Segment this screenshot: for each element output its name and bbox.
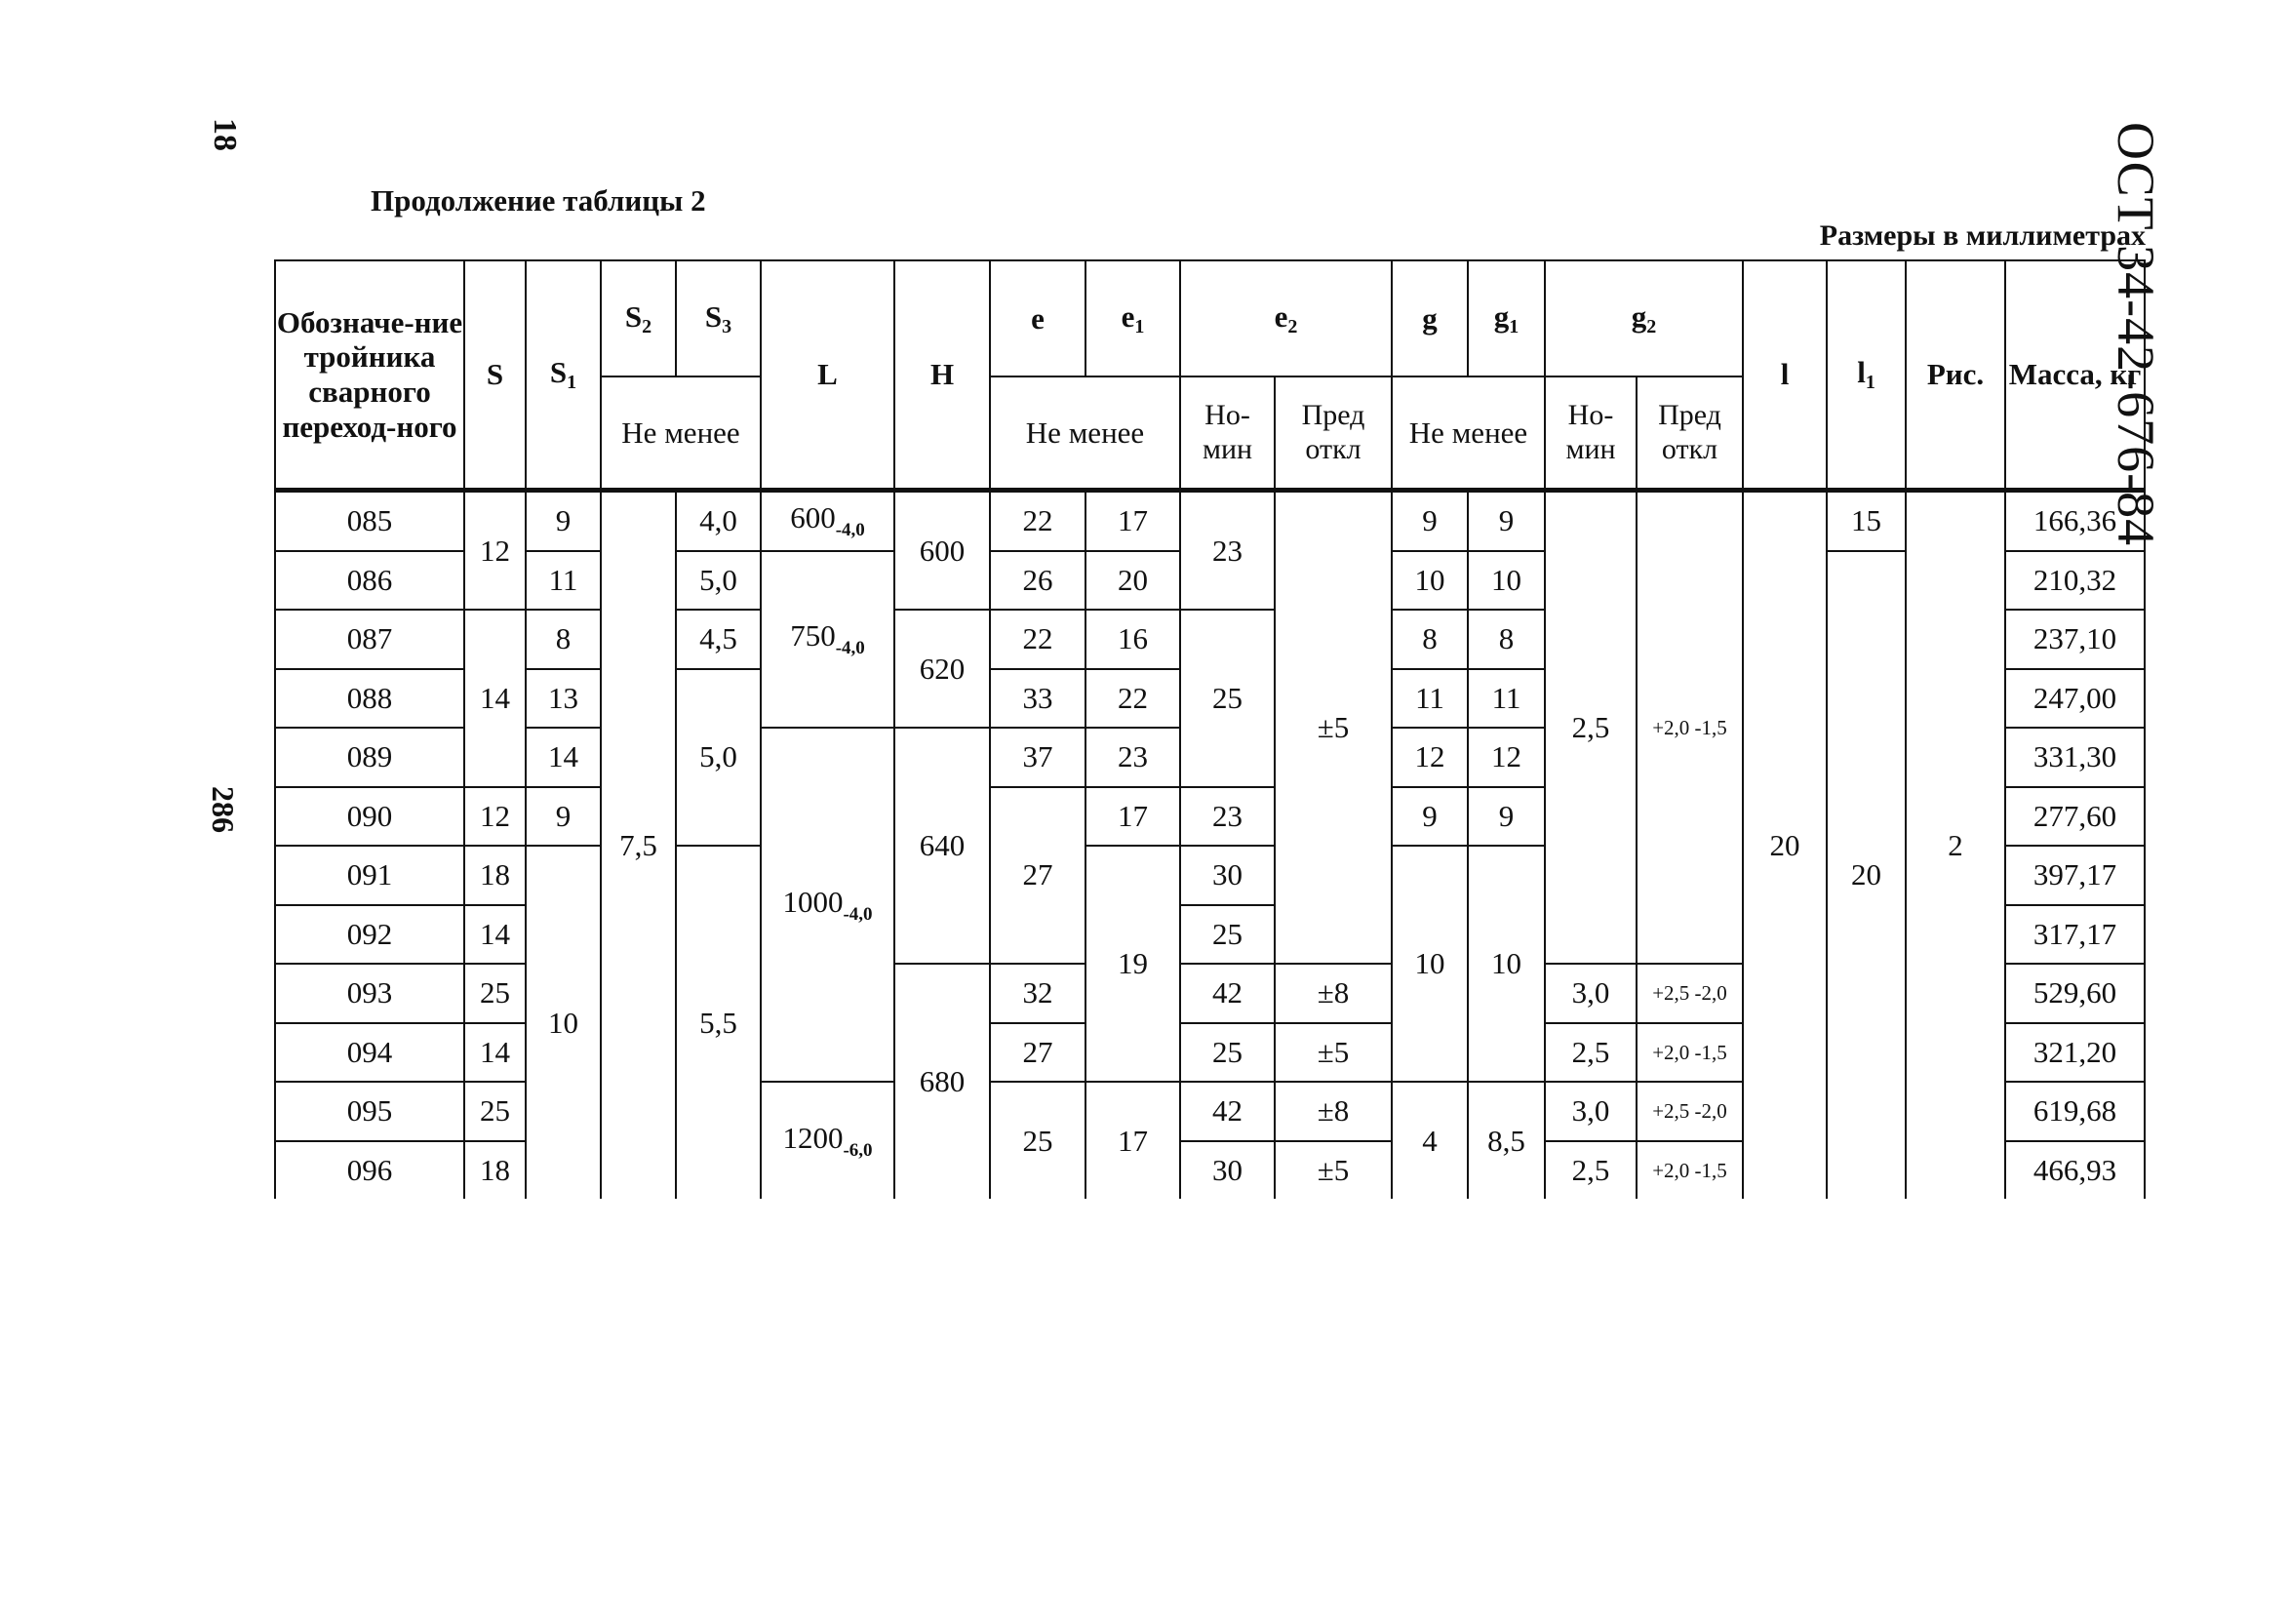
cell-l <box>761 1082 894 1199</box>
cell-e2-nominal: 25 <box>1180 610 1275 787</box>
cell-g2-nominal: 2,5 <box>1545 1023 1637 1083</box>
cell-e2-nominal: 42 <box>1180 1082 1275 1141</box>
cell-s1: 8 <box>526 610 601 669</box>
cell-s3: 5,0 <box>676 551 761 611</box>
cell-s: 12 <box>464 491 526 611</box>
cell-e: 22 <box>990 491 1085 551</box>
cell-e: 32 <box>990 964 1085 1023</box>
header-g1 <box>1468 260 1545 376</box>
cell-g: 10 <box>1392 551 1468 611</box>
cell-g: 11 <box>1392 669 1468 729</box>
header-g1-letter: g <box>1493 298 1510 334</box>
cell-s: 25 <box>464 1082 526 1141</box>
header-e2-deviation: Пред откл <box>1275 376 1392 491</box>
header-e1-sub: 1 <box>1134 315 1145 337</box>
header-s2 <box>601 260 676 376</box>
cell-g: 12 <box>1392 728 1468 787</box>
cell-g1: 8 <box>1468 610 1545 669</box>
header-not-less-g: Не менее <box>1392 376 1545 491</box>
header-g1-sub: 1 <box>1509 315 1519 337</box>
cell-h: 680 <box>894 964 990 1199</box>
cell-e2-nominal: 23 <box>1180 787 1275 847</box>
cell-s1: 9 <box>526 491 601 551</box>
cell-g1: 10 <box>1468 846 1545 1082</box>
cell-e2-deviation: ±5 <box>1275 491 1392 965</box>
header-g2-sub: 2 <box>1646 315 1657 337</box>
header-s3 <box>676 260 761 376</box>
dimensions-table <box>274 259 2146 1199</box>
cell-designation: 088 <box>275 669 464 729</box>
cell-e: 27 <box>990 1023 1085 1083</box>
cell-e2-deviation: ±5 <box>1275 1023 1392 1083</box>
cell-s: 18 <box>464 1141 526 1200</box>
header-mass: Масса, кг <box>2005 260 2145 491</box>
cell-designation: 092 <box>275 905 464 965</box>
header-l1-letter: l <box>1857 355 1866 389</box>
cell-g2-deviation: +2,5 -2,0 <box>1637 964 1743 1023</box>
cell-e2-deviation: ±8 <box>1275 964 1392 1023</box>
cell-e1: 22 <box>1085 669 1180 729</box>
cell-h: 640 <box>894 728 990 964</box>
cell-l1: 15 <box>1827 491 1906 551</box>
cell-e1: 16 <box>1085 610 1180 669</box>
cell-s2: 7,5 <box>601 491 676 1200</box>
cell-e: 33 <box>990 669 1085 729</box>
cell-l <box>761 728 894 1082</box>
cell-mass: 210,32 <box>2005 551 2145 611</box>
cell-designation: 091 <box>275 846 464 905</box>
cell-l <box>761 551 894 729</box>
cell-designation: 095 <box>275 1082 464 1141</box>
cell-fig: 2 <box>1906 491 2005 1200</box>
cell-g1: 9 <box>1468 787 1545 847</box>
table-caption: Продолжение таблицы 2 <box>371 183 706 218</box>
cell-s: 14 <box>464 1023 526 1083</box>
cell-g1: 12 <box>1468 728 1545 787</box>
cell-e2-nominal: 30 <box>1180 846 1275 905</box>
cell-e1: 20 <box>1085 551 1180 611</box>
cell-designation: 096 <box>275 1141 464 1200</box>
cell-g2-deviation: +2,0 -1,5 <box>1637 1141 1743 1200</box>
header-g2-nominal: Но-мин <box>1545 376 1637 491</box>
header-g2-deviation: Пред откл <box>1637 376 1743 491</box>
header-l1 <box>1827 260 1906 491</box>
header-s1 <box>526 260 601 491</box>
cell-e: 37 <box>990 728 1085 787</box>
cell-mass: 466,93 <box>2005 1141 2145 1200</box>
cell-mass: 166,36 <box>2005 491 2145 551</box>
cell-mass: 247,00 <box>2005 669 2145 729</box>
cell-g2-nominal: 2,5 <box>1545 491 1637 965</box>
cell-l-value: 750 <box>790 618 836 654</box>
cell-g1: 9 <box>1468 491 1545 551</box>
cell-s: 25 <box>464 964 526 1023</box>
cell-e2-nominal: 30 <box>1180 1141 1275 1200</box>
header-e2-sub: 2 <box>1287 315 1298 337</box>
cell-g: 4 <box>1392 1082 1468 1199</box>
header-s1-letter: S <box>549 355 568 389</box>
cell-g: 9 <box>1392 787 1468 847</box>
cell-s1: 11 <box>526 551 601 611</box>
cell-e2-nominal: 23 <box>1180 491 1275 611</box>
cell-g1: 8,5 <box>1468 1082 1545 1199</box>
cell-e: 25 <box>990 1082 1085 1199</box>
cell-s3: 4,0 <box>676 491 761 551</box>
cell-designation: 087 <box>275 610 464 669</box>
cell-s3: 5,0 <box>676 669 761 847</box>
cell-e1: 17 <box>1085 1082 1180 1199</box>
cell-mass: 529,60 <box>2005 964 2145 1023</box>
cell-e2-nominal: 25 <box>1180 905 1275 965</box>
header-designation: Обозначе-ние тройника сварного переход-ного <box>275 260 464 491</box>
cell-s3: 4,5 <box>676 610 761 669</box>
header-s3-letter: S <box>704 298 723 334</box>
cell-mass: 321,20 <box>2005 1023 2145 1083</box>
cell-mass: 237,10 <box>2005 610 2145 669</box>
cell-s1: 14 <box>526 728 601 787</box>
cell-g2-nominal: 3,0 <box>1545 1082 1637 1141</box>
cell-designation: 090 <box>275 787 464 847</box>
cell-e2-nominal: 25 <box>1180 1023 1275 1083</box>
cell-l-value: 1000 <box>782 884 844 919</box>
cell-e2-deviation: ±8 <box>1275 1082 1392 1141</box>
cell-g: 8 <box>1392 610 1468 669</box>
cell-l-tolerance: -4,0 <box>835 638 865 659</box>
cell-s3: 5,5 <box>676 846 761 1199</box>
cell-g1: 10 <box>1468 551 1545 611</box>
cell-mass: 331,30 <box>2005 728 2145 787</box>
header-g2-letter: g <box>1631 298 1647 334</box>
cell-mass: 277,60 <box>2005 787 2145 847</box>
cell-g2-deviation: +2,0 -1,5 <box>1637 491 1743 965</box>
cell-s: 12 <box>464 787 526 847</box>
cell-l-value: 1200 <box>782 1120 844 1155</box>
header-not-less-s: Не менее <box>601 376 761 491</box>
header-g2 <box>1545 260 1743 376</box>
cell-h: 600 <box>894 491 990 611</box>
cell-g2-nominal: 3,0 <box>1545 964 1637 1023</box>
cell-l-value: 600 <box>790 500 836 535</box>
page-number-top: 18 <box>207 118 243 151</box>
cell-s1: 9 <box>526 787 601 847</box>
cell-g: 9 <box>1392 491 1468 551</box>
cell-designation: 093 <box>275 964 464 1023</box>
cell-g: 10 <box>1392 846 1468 1082</box>
header-s2-sub: 2 <box>642 315 652 337</box>
cell-g2-deviation: +2,5 -2,0 <box>1637 1082 1743 1141</box>
cell-designation: 094 <box>275 1023 464 1083</box>
cell-g1: 11 <box>1468 669 1545 729</box>
header-e1-letter: e <box>1121 298 1135 334</box>
units-note: Размеры в миллиметрах <box>1819 219 2146 252</box>
header-e2-letter: e <box>1274 298 1288 334</box>
cell-s: 14 <box>464 610 526 787</box>
cell-e2-deviation: ±5 <box>1275 1141 1392 1200</box>
document-code: ОСТ 34-42-676-84 <box>2107 122 2165 547</box>
header-s2-letter: S <box>624 298 643 334</box>
cell-l-small: 20 <box>1743 491 1827 1200</box>
header-l-small: l <box>1743 260 1827 491</box>
cell-e1: 17 <box>1085 491 1180 551</box>
cell-l-tolerance: -4,0 <box>843 903 873 925</box>
cell-l <box>761 491 894 551</box>
cell-s: 14 <box>464 905 526 965</box>
header-g: g <box>1392 260 1468 376</box>
cell-s1: 10 <box>526 846 601 1199</box>
cell-l-tolerance: -6,0 <box>843 1139 873 1161</box>
cell-e: 26 <box>990 551 1085 611</box>
header-s3-sub: 3 <box>722 315 732 337</box>
header-e2 <box>1180 260 1392 376</box>
cell-g2-nominal: 2,5 <box>1545 1141 1637 1200</box>
cell-e: 27 <box>990 787 1085 965</box>
cell-h: 620 <box>894 610 990 728</box>
header-e2-nominal: Но-мин <box>1180 376 1275 491</box>
cell-mass: 397,17 <box>2005 846 2145 905</box>
cell-mass: 619,68 <box>2005 1082 2145 1141</box>
cell-e1: 19 <box>1085 846 1180 1082</box>
cell-l1: 20 <box>1827 551 1906 1200</box>
cell-designation: 089 <box>275 728 464 787</box>
cell-s1: 13 <box>526 669 601 729</box>
header-not-less-e: Не менее <box>990 376 1180 491</box>
header-h: H <box>894 260 990 491</box>
header-e: e <box>990 260 1085 376</box>
cell-mass: 317,17 <box>2005 905 2145 965</box>
cell-s: 18 <box>464 846 526 905</box>
header-s1-sub: 1 <box>567 372 577 393</box>
cell-e1: 23 <box>1085 728 1180 787</box>
header-e1 <box>1085 260 1180 376</box>
cell-e1: 17 <box>1085 787 1180 847</box>
header-l: L <box>761 260 894 491</box>
cell-e: 22 <box>990 610 1085 669</box>
cell-designation: 086 <box>275 551 464 611</box>
cell-designation: 085 <box>275 491 464 551</box>
page-number-side: 286 <box>206 786 241 833</box>
header-fig: Рис. <box>1906 260 2005 491</box>
cell-g2-deviation: +2,0 -1,5 <box>1637 1023 1743 1083</box>
cell-e2-nominal: 42 <box>1180 964 1275 1023</box>
header-s: S <box>464 260 526 491</box>
cell-l-tolerance: -4,0 <box>835 520 865 541</box>
header-l1-sub: 1 <box>1865 372 1875 393</box>
